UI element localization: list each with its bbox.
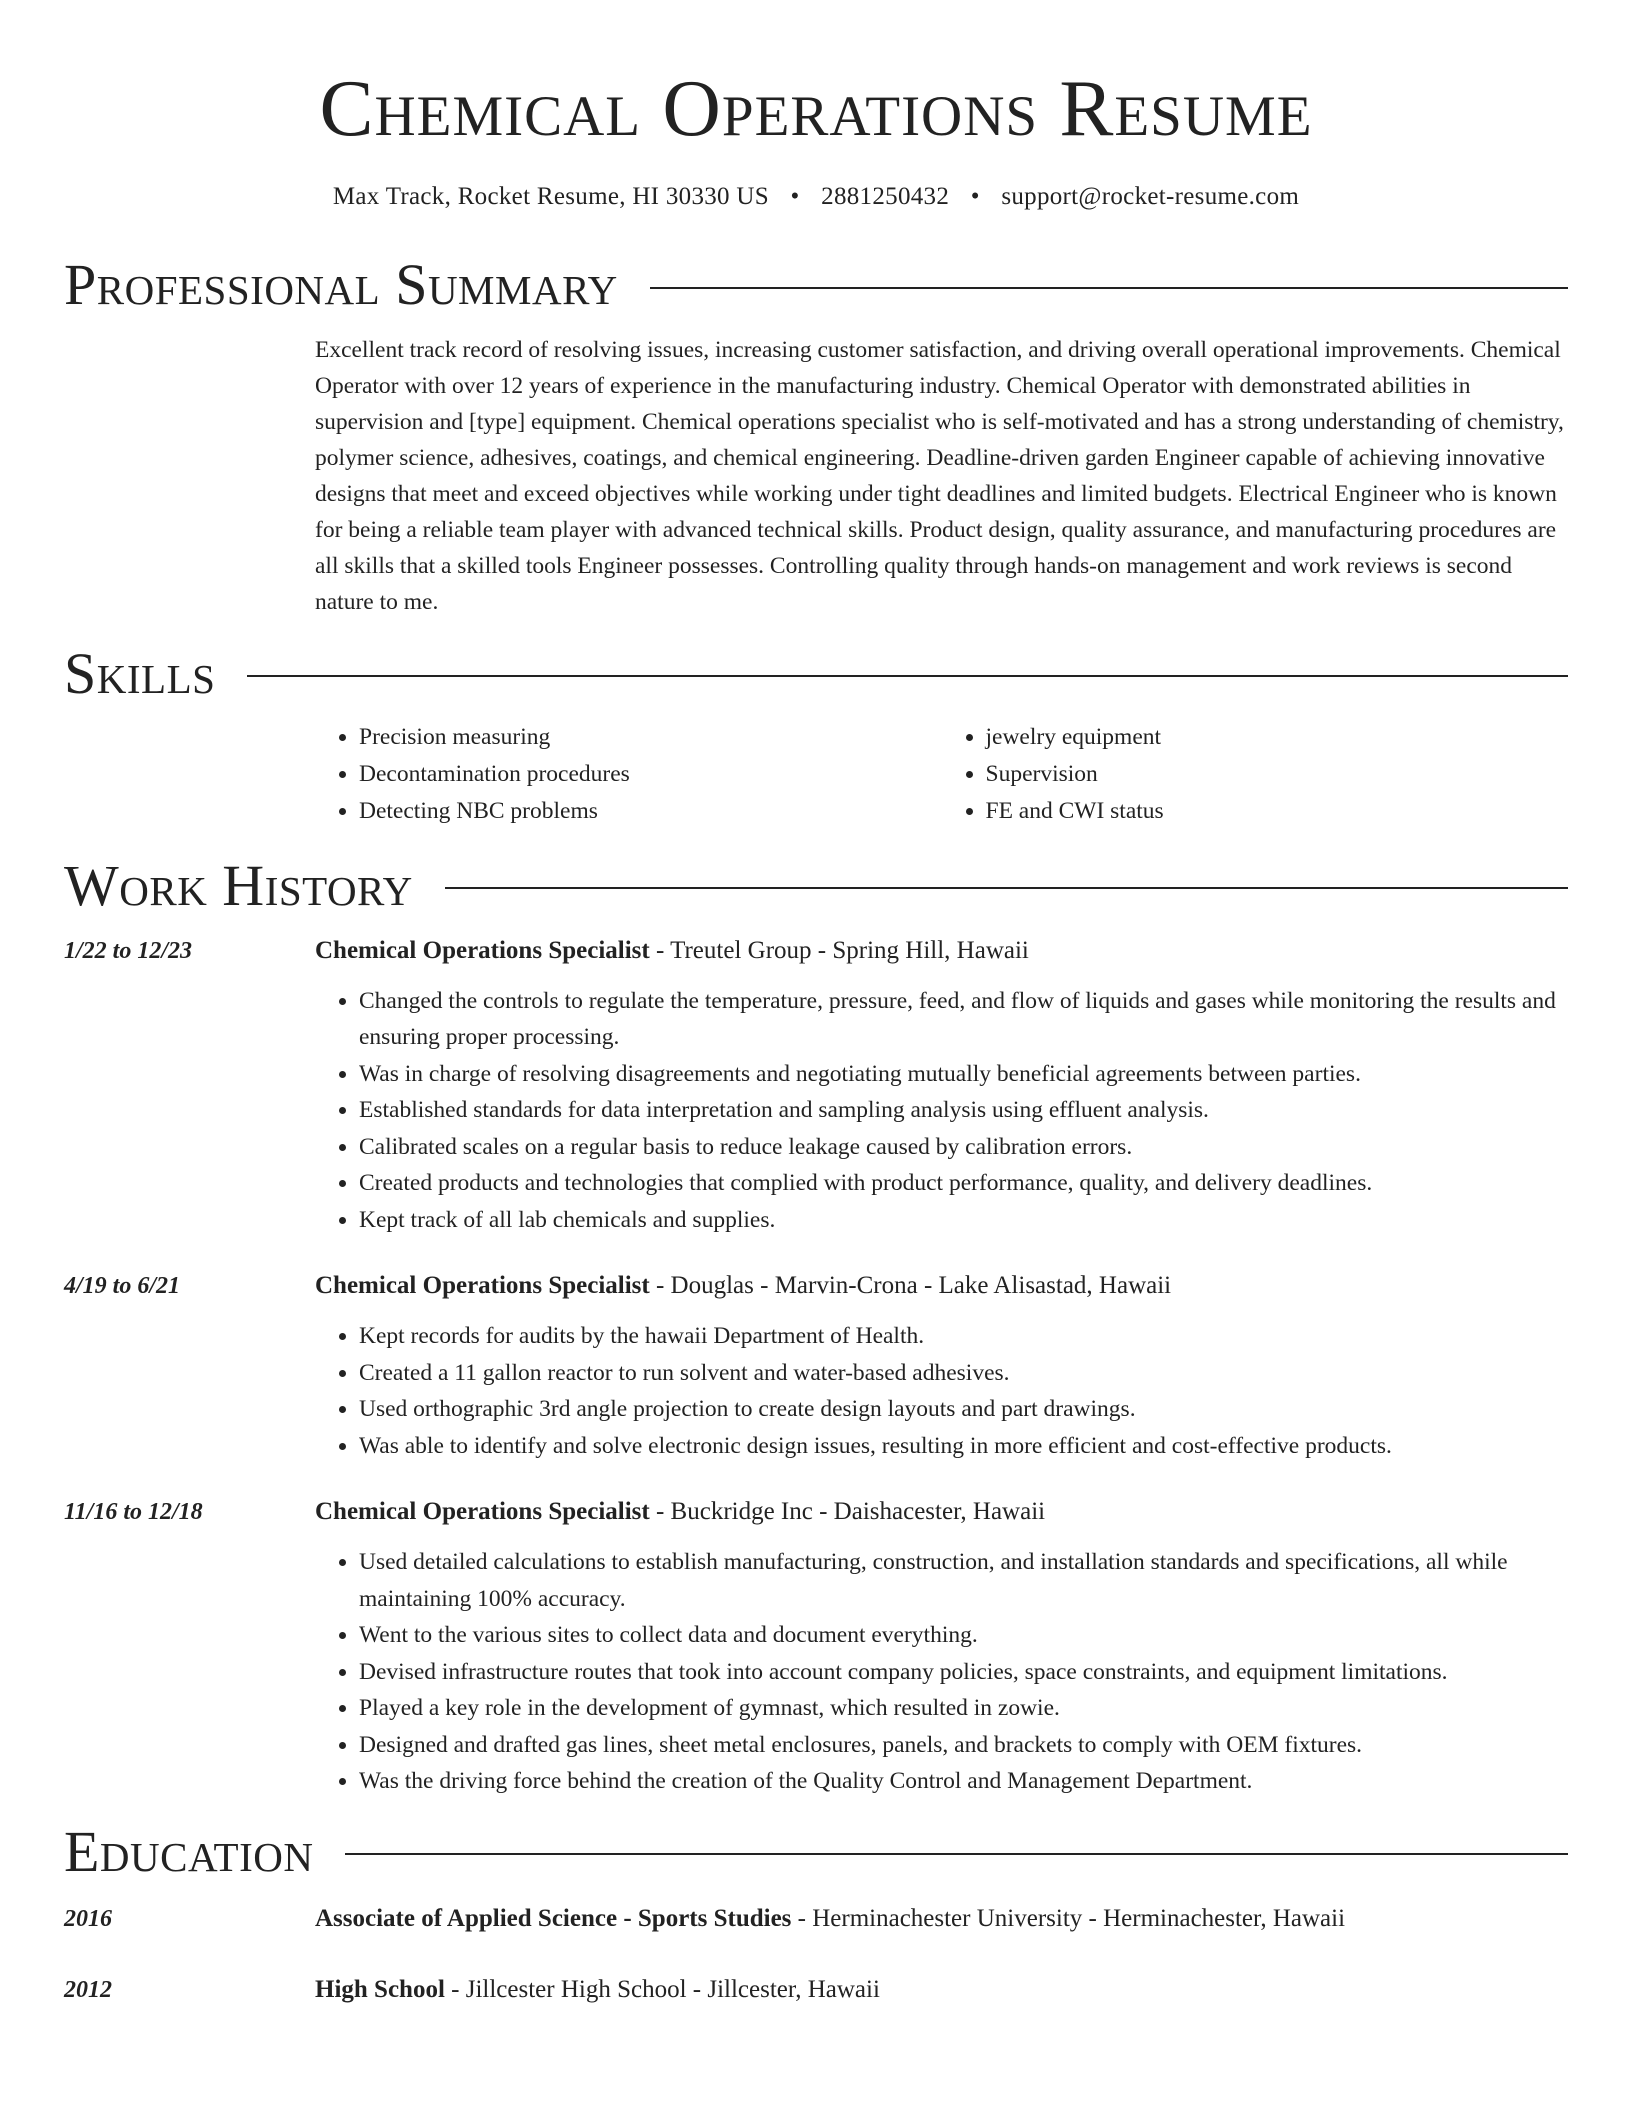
job-bullets (315, 1544, 1568, 1800)
section-divider (445, 887, 1568, 889)
summary-heading: Professional Summary (64, 252, 618, 318)
contact-separator: • (790, 183, 800, 211)
job-bullet: • Established standards for data interpretation and sampling analysis using effluent analysis. (359, 1092, 1568, 1129)
job-bullet: • Created products and technologies that complied with product performance, quality, and delivery deadlines. (359, 1165, 1568, 1202)
contact-separator: • (970, 183, 980, 211)
work-history-list (64, 933, 1568, 1800)
job-bullet: • Kept records for audits by the hawaii Department of Health. (359, 1318, 1568, 1355)
contact-email: support@rocket-resume.com (1001, 183, 1300, 211)
job-bullet: • Designed and drafted gas lines, sheet metal enclosures, panels, and brackets to comply with OEM fixtures. (359, 1727, 1568, 1764)
skills-column-left (315, 719, 942, 830)
skill-item: • jewelry equipment (986, 719, 1569, 756)
contact-phone: 2881250432 (821, 183, 950, 211)
resume-page (64, 0, 1568, 2008)
job-bullet: • Kept track of all lab chemicals and supplies. (359, 1202, 1568, 1239)
job-entry (64, 933, 1568, 1239)
job-title: Chemical Operations Specialist (315, 1498, 650, 1526)
job-details: - Treutel Group - Spring Hill, Hawaii (649, 936, 1029, 964)
section-divider (650, 287, 1568, 289)
skill-item: • Decontamination procedures (359, 756, 942, 793)
job-bullet: • Played a key role in the development of gymnast, which resulted in zowie. (359, 1690, 1568, 1727)
education-entry (64, 1972, 1568, 2008)
education-section-header (64, 1818, 1568, 1884)
job-body (315, 1268, 1568, 1464)
job-header (315, 933, 1568, 969)
work-section-header (64, 852, 1568, 918)
job-bullets (315, 1318, 1568, 1464)
job-title: Chemical Operations Specialist (315, 936, 650, 964)
education-degree: High School (315, 1975, 445, 2003)
education-header (315, 1901, 1345, 1937)
job-bullet: • Calibrated scales on a regular basis to reduce leakage caused by calibration errors. (359, 1129, 1568, 1166)
job-bullet: • Used orthographic 3rd angle projection to create design layouts and part drawings. (359, 1391, 1568, 1428)
job-bullet: • Went to the various sites to collect data and document everything. (359, 1617, 1568, 1654)
resume-title: Chemical Operations Resume (319, 63, 1313, 153)
job-header (315, 1494, 1568, 1530)
job-details: - Buckridge Inc - Daishacester, Hawaii (649, 1498, 1046, 1526)
education-entry (64, 1901, 1568, 1937)
job-entry (64, 1494, 1568, 1800)
job-bullet: • Was the driving force behind the creation of the Quality Control and Management Department. (359, 1763, 1568, 1800)
job-bullet: • Was in charge of resolving disagreements and negotiating mutually beneficial agreements between parties. (359, 1056, 1568, 1093)
job-bullet: • Used detailed calculations to establish manufacturing, construction, and installation standards and specifications, all while maintaining 100% accuracy. (359, 1544, 1568, 1617)
job-header (315, 1268, 1568, 1304)
job-title: Chemical Operations Specialist (315, 1272, 650, 1300)
section-divider (247, 675, 1568, 677)
contact-line (64, 183, 1568, 211)
summary-section-header (64, 252, 1568, 318)
skills-section-header (64, 640, 1568, 706)
education-heading: Education (64, 1818, 314, 1884)
skills-column-right (942, 719, 1569, 830)
skill-item: • Precision measuring (359, 719, 942, 756)
job-bullet: • Created a 11 gallon reactor to run solvent and water-based adhesives. (359, 1355, 1568, 1392)
skill-item: • Supervision (986, 756, 1569, 793)
education-details: - Herminachester University - Herminachester, Hawaii (791, 1904, 1346, 1932)
job-bullet: • Changed the controls to regulate the temperature, pressure, feed, and flow of liquids and gases while monitoring the results and ensuring proper processing. (359, 983, 1568, 1056)
job-body (315, 933, 1568, 1239)
summary-text: Excellent track record of resolving issues, increasing customer satisfaction, and driving overall operational improvements. Chemical Operator with over 12 years of experience in the manufacturing industry. Chemical Operator with demonstrated abilities in supervision and [type] equipment. Chemical operations specialist who is self-motivated and has a strong understanding of chemistry, polymer science, adhesives, coatings, and chemical engineering. Deadline-driven garden Engineer capable of achieving innovative designs that meet and exceed objectives while working under tight deadlines and limited budgets. Electrical Engineer who is known for being a reliable team player with advanced technical skills. Product design, quality assurance, and manufacturing procedures are all skills that a skilled tools Engineer possesses. Controlling quality through hands-on management and work reviews is second nature to me. (315, 336, 1564, 615)
education-degree: Associate of Applied Science - Sports Studies (315, 1904, 792, 1932)
education-list (64, 1901, 1568, 2008)
job-entry (64, 1268, 1568, 1464)
job-bullet: • Devised infrastructure routes that took into account company policies, space constraints, and equipment limitations. (359, 1654, 1568, 1691)
job-bullets (315, 983, 1568, 1239)
job-details: - Douglas - Marvin-Crona - Lake Alisastad, Hawaii (649, 1272, 1172, 1300)
skill-item: • FE and CWI status (986, 793, 1569, 830)
job-dates: 11/16 to 12/18 (64, 1499, 203, 1526)
work-heading: Work History (64, 852, 413, 918)
skills-heading: Skills (64, 640, 216, 706)
skills-list (315, 719, 1568, 830)
education-header (315, 1972, 880, 2008)
job-dates: 4/19 to 6/21 (64, 1273, 181, 1300)
skill-item: • Detecting NBC problems (359, 793, 942, 830)
education-year: 2012 (64, 1976, 112, 2003)
job-bullet: • Was able to identify and solve electronic design issues, resulting in more efficient and cost-effective products. (359, 1428, 1568, 1465)
contact-address: Max Track, Rocket Resume, HI 30330 US (332, 183, 769, 211)
education-year: 2016 (64, 1905, 112, 1932)
job-body (315, 1494, 1568, 1800)
section-divider (345, 1853, 1568, 1855)
job-dates: 1/22 to 12/23 (64, 937, 193, 964)
education-details: - Jillcester High School - Jillcester, Hawaii (444, 1975, 880, 2003)
